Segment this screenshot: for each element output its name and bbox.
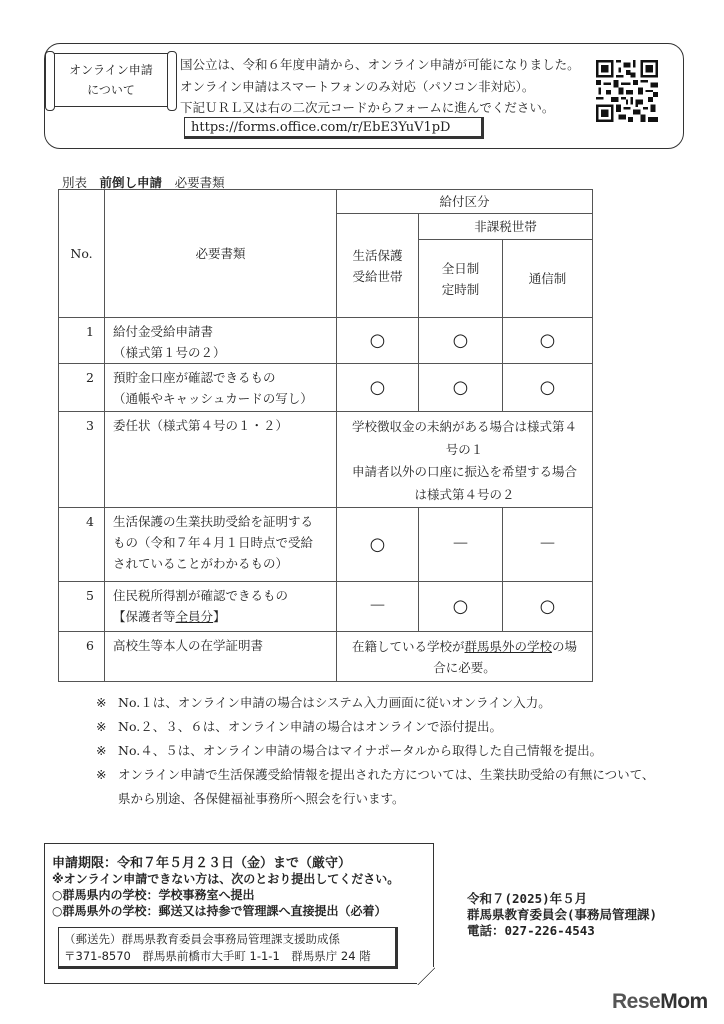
row-mark: ○ bbox=[419, 582, 503, 632]
merged-line: 申請者以外の口座に振込を希望する場合 bbox=[352, 464, 578, 479]
table-row bbox=[59, 632, 593, 682]
table-row bbox=[59, 508, 593, 582]
notice-line-3: 下記ＵＲＬ又は右の二次元コードからフォームに進んでください。 bbox=[180, 100, 555, 115]
row-mark: － bbox=[337, 582, 419, 632]
deadline-line-3: ○群馬県内の学校：学校事務室へ提出 bbox=[52, 888, 255, 902]
header-seikatsu bbox=[337, 214, 419, 318]
deadline-title: 申請期限：令和７年５月２３日（金）まで（厳守） bbox=[52, 856, 352, 871]
note-mark: ※ bbox=[96, 767, 107, 782]
caption-title: 前倒し申請 bbox=[99, 175, 163, 190]
deadline-line-4: ○群馬県外の学校：郵送又は持参で管理課へ直接提出（必着） bbox=[52, 904, 387, 918]
row-doc-line: されていることがわかるもの） bbox=[113, 556, 289, 571]
notice-badge bbox=[52, 53, 170, 107]
issue-date: 令和７(2025)年５月 bbox=[467, 891, 588, 906]
row-doc-line: 委任状（様式第４号の１・２） bbox=[113, 418, 289, 433]
note-mark: ※ bbox=[96, 719, 107, 734]
row-doc-line: 生活保護の生業扶助受給を証明する bbox=[113, 514, 314, 529]
logo-text-1: Rese bbox=[612, 990, 661, 1013]
row-doc-name bbox=[105, 318, 337, 364]
row-doc-line: もの（令和７年４月１日時点で受給 bbox=[113, 535, 314, 550]
note-2 bbox=[96, 717, 502, 735]
row-doc-line: 給付金受給申請書 bbox=[113, 324, 214, 339]
row-mark: ○ bbox=[337, 508, 419, 582]
required-documents-table bbox=[58, 189, 593, 682]
qr-code-icon[interactable] bbox=[596, 60, 658, 122]
row-mark: ○ bbox=[503, 582, 593, 632]
doc-text-underlined: 全員分 bbox=[175, 609, 214, 624]
note-1 bbox=[96, 693, 551, 711]
merged-text: 在籍している学校が bbox=[351, 639, 465, 654]
row-mark: － bbox=[503, 508, 593, 582]
note-4 bbox=[96, 765, 654, 783]
row-no: 4 bbox=[59, 508, 105, 582]
row-doc-name bbox=[105, 582, 337, 632]
header-kyufu: 給付区分 bbox=[337, 190, 593, 214]
badge-line-2: について bbox=[87, 83, 135, 97]
note-4-cont: 県から別途、各保健福祉事務所へ照会を行います。 bbox=[118, 791, 405, 806]
note-text: No.２、３、６は、オンライン申請の場合はオンラインで添付提出。 bbox=[118, 719, 502, 734]
note-mark: ※ bbox=[96, 695, 107, 710]
mailing-address-1: （郵送先）群馬県教育委員会事務局管理課支援助成係 bbox=[64, 932, 340, 946]
row-doc-line: 高校生等本人の在学証明書 bbox=[113, 638, 264, 653]
row-doc-line: （通帳やキャッシュカードの写し） bbox=[113, 391, 313, 406]
row-doc-name bbox=[105, 632, 337, 682]
row-no: 2 bbox=[59, 364, 105, 412]
issuer-org: 群馬県教育委員会(事務局管理課) bbox=[467, 907, 658, 922]
caption-suffix: 必要書類 bbox=[174, 175, 225, 190]
form-url-link[interactable]: https://forms.office.com/r/EbE3YuV1pD bbox=[184, 117, 484, 139]
header-seikatsu-1: 生活保護 bbox=[352, 247, 403, 263]
header-zennichi bbox=[419, 240, 503, 318]
table-row bbox=[59, 412, 593, 508]
row-mark: ○ bbox=[337, 318, 419, 364]
row-mark: ○ bbox=[503, 364, 593, 412]
note-mark: ※ bbox=[96, 743, 107, 758]
doc-text: 【保護者等 bbox=[113, 609, 176, 624]
row-merged-note bbox=[337, 632, 593, 682]
merged-line: 合に必要。 bbox=[433, 660, 496, 675]
row-doc-name bbox=[105, 412, 337, 508]
notice-line-2: オンライン申請はスマートフォンのみ対応（パソコン非対応）。 bbox=[180, 79, 535, 94]
table-row bbox=[59, 364, 593, 412]
row-doc-name bbox=[105, 508, 337, 582]
merged-text-underlined: 群馬県外の学校 bbox=[464, 639, 553, 654]
mailing-address-2: 〒371-8570 群馬県前橋市大手町 1-1-1 群馬県庁 24 階 bbox=[64, 949, 371, 963]
merged-line: 学校徴収金の未納がある場合は様式第４ bbox=[352, 419, 578, 434]
caption-prefix: 別表 bbox=[62, 175, 88, 190]
deadline-line-2: ※オンライン申請できない方は、次のとおり提出してください。 bbox=[52, 872, 400, 886]
header-no: No. bbox=[59, 190, 105, 318]
issuer-tel: 電話：027-226-4543 bbox=[467, 923, 595, 938]
row-no: 3 bbox=[59, 412, 105, 508]
row-no: 1 bbox=[59, 318, 105, 364]
note-text: No.４、５は、オンライン申請の場合はマイナポータルから取得した自己情報を提出。 bbox=[118, 743, 603, 758]
row-doc-name bbox=[105, 364, 337, 412]
row-mark: ○ bbox=[419, 364, 503, 412]
table-row bbox=[59, 318, 593, 364]
logo-text-2: Mom bbox=[660, 990, 708, 1013]
note-text: オンライン申請で生活保護受給情報を提出された方については、生業扶助受給の有無について、 bbox=[118, 767, 655, 782]
header-seikatsu-2: 受給世帯 bbox=[352, 268, 403, 284]
merged-line: は様式第４号の２ bbox=[414, 486, 515, 502]
notice-line-1: 国公立は、令和６年度申請から、オンライン申請が可能になりました。 bbox=[180, 57, 580, 72]
header-hikazei: 非課税世帯 bbox=[419, 214, 593, 240]
merged-line bbox=[337, 636, 592, 657]
row-merged-note bbox=[337, 412, 593, 508]
row-doc-line bbox=[113, 606, 336, 627]
row-no: 6 bbox=[59, 632, 105, 682]
merged-text: の場 bbox=[552, 639, 578, 654]
row-mark: ○ bbox=[337, 364, 419, 412]
header-docs: 必要書類 bbox=[105, 190, 337, 318]
header-tsushin: 通信制 bbox=[503, 240, 593, 318]
row-mark: ○ bbox=[419, 318, 503, 364]
row-doc-line: 住民税所得割が確認できるもの bbox=[113, 588, 289, 603]
badge-line-1: オンライン申請 bbox=[69, 63, 153, 77]
row-mark: － bbox=[419, 508, 503, 582]
note-text: No.１は、オンライン申請の場合はシステム入力画面に従いオンライン入力。 bbox=[118, 695, 551, 710]
row-no: 5 bbox=[59, 582, 105, 632]
table-row bbox=[59, 582, 593, 632]
merged-line: 号の１ bbox=[445, 441, 484, 457]
resemom-logo bbox=[612, 990, 708, 1014]
header-zennichi-2: 定時制 bbox=[441, 281, 480, 297]
row-doc-line: 預貯金口座が確認できるもの bbox=[113, 370, 276, 385]
doc-text: 】 bbox=[213, 609, 226, 624]
note-3 bbox=[96, 741, 602, 759]
row-doc-line: （様式第１号の２） bbox=[113, 345, 226, 360]
header-zennichi-1: 全日制 bbox=[441, 260, 480, 276]
row-mark: ○ bbox=[503, 318, 593, 364]
